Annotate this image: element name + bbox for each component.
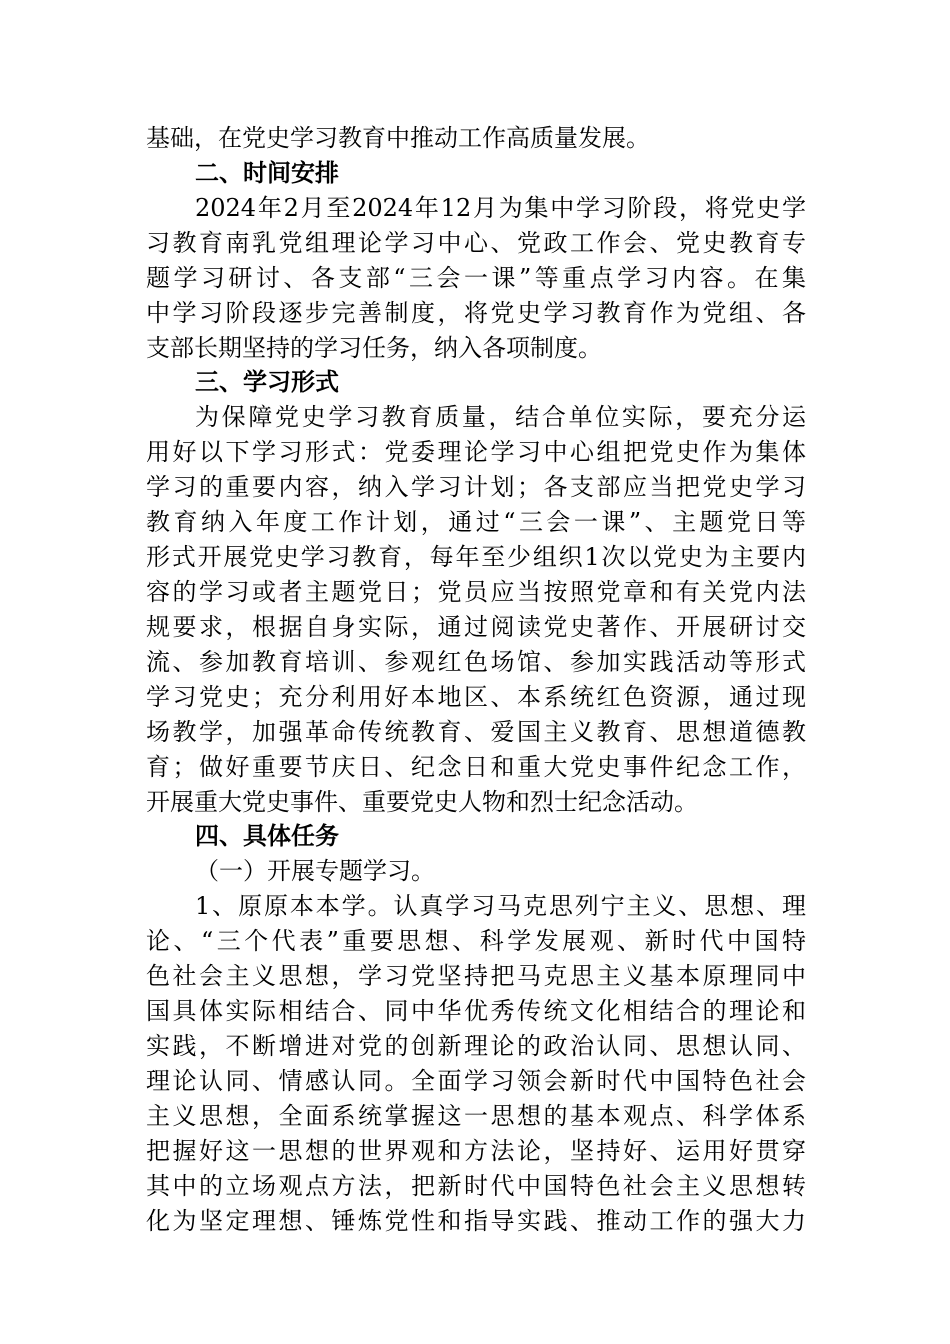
body-line: 学习的重要内容，纳入学习计划；各支部应当把党史学习 <box>146 473 806 501</box>
body-line: 题学习研讨、各支部“三会一课”等重点学习内容。在集 <box>146 264 806 292</box>
body-line: 其中的立场观点方法，把新时代中国特色社会主义思想转 <box>146 1172 806 1200</box>
body-line: 容的学习或者主题党日；党员应当按照党章和有关党内法 <box>146 578 806 606</box>
section-heading: 四、具体任务 <box>195 822 339 850</box>
body-line: 育；做好重要节庆日、纪念日和重大党史事件纪念工作， <box>146 753 806 781</box>
body-line: 论、“三个代表”重要思想、科学发展观、新时代中国特 <box>146 927 806 955</box>
body-line: 场教学，加强革命传统教育、爱国主义教育、思想道德教 <box>146 718 806 746</box>
section-heading: 二、时间安排 <box>195 159 339 187</box>
body-line: 开展重大党史事件、重要党史人物和烈士纪念活动。 <box>146 788 698 816</box>
body-line: 主义思想，全面系统掌握这一思想的基本观点、科学体系 <box>146 1102 806 1130</box>
body-line: 为保障党史学习教育质量，结合单位实际，要充分运 <box>195 403 806 431</box>
body-line: 基础，在党史学习教育中推动工作高质量发展。 <box>146 124 650 152</box>
body-line: 中学习阶段逐步完善制度，将党史学习教育作为党组、各 <box>146 299 806 327</box>
body-line: 2024年2月至2024年12月为集中学习阶段，将党史学 <box>195 194 806 222</box>
body-line: 化为坚定理想、锤炼党性和指导实践、推动工作的强大力 <box>146 1207 806 1235</box>
body-line: 用好以下学习形式：党委理论学习中心组把党史作为集体 <box>146 438 806 466</box>
body-line: 把握好这一思想的世界观和方法论，坚持好、运用好贯穿 <box>146 1137 806 1165</box>
subsection-heading: （一）开展专题学习。 <box>195 857 435 885</box>
body-line: 色社会主义思想，学习党坚持把马克思主义基本原理同中 <box>146 962 806 990</box>
body-line: 学习党史；充分利用好本地区、本系统红色资源，通过现 <box>146 683 806 711</box>
body-line: 规要求，根据自身实际，通过阅读党史著作、开展研讨交 <box>146 613 806 641</box>
body-line: 实践，不断增进对党的创新理论的政治认同、思想认同、 <box>146 1032 806 1060</box>
section-heading: 三、学习形式 <box>195 368 339 396</box>
body-line: 教育纳入年度工作计划，通过“三会一课”、主题党日等 <box>146 508 806 536</box>
body-line: 习教育南乳党组理论学习中心、党政工作会、党史教育专 <box>146 229 806 257</box>
body-line: 理论认同、情感认同。全面学习领会新时代中国特色社会 <box>146 1067 806 1095</box>
body-line: 支部长期坚持的学习任务，纳入各项制度。 <box>146 334 602 362</box>
body-line: 1、原原本本学。认真学习马克思列宁主义、思想、理 <box>195 892 806 920</box>
body-line: 流、参加教育培训、参观红色场馆、参加实践活动等形式 <box>146 648 806 676</box>
body-line: 形式开展党史学习教育，每年至少组织1次以党史为主要内 <box>146 543 806 571</box>
body-line: 国具体实际相结合、同中华优秀传统文化相结合的理论和 <box>146 997 806 1025</box>
